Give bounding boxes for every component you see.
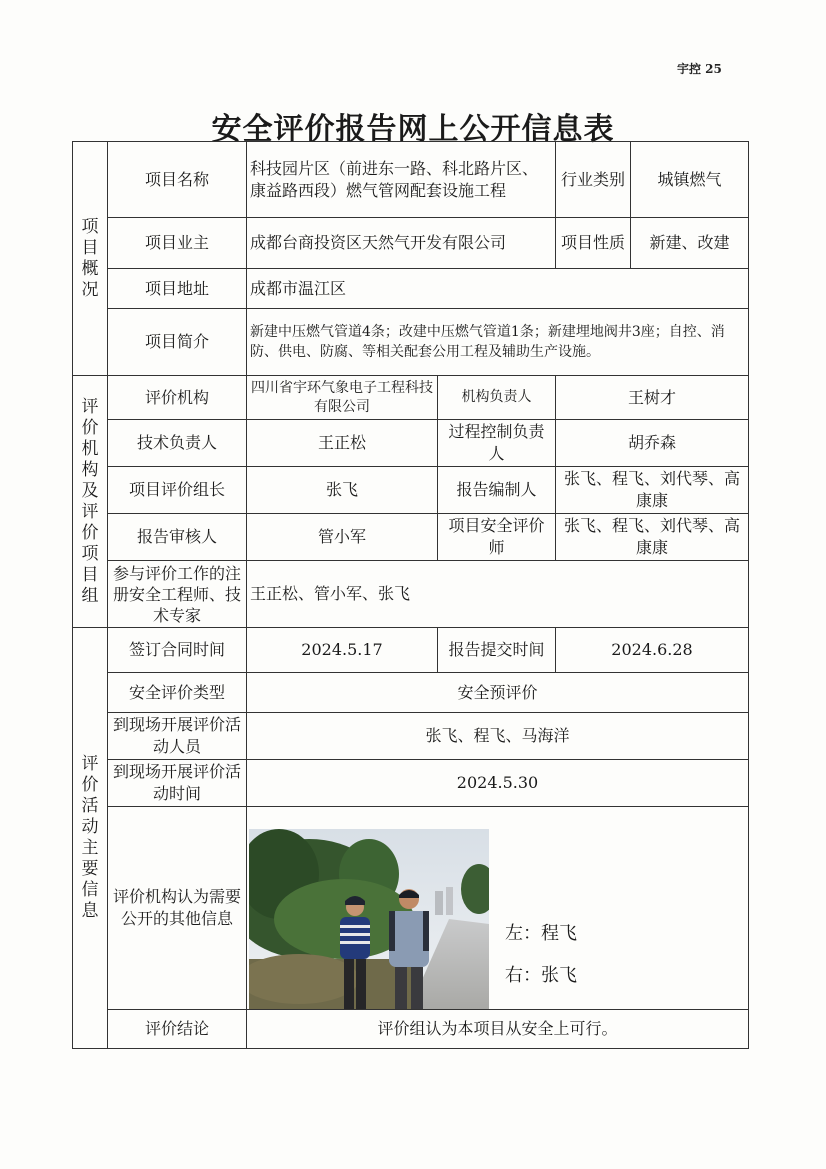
assessor-value: 张飞、程飞、刘代琴、高康康 xyxy=(556,514,749,561)
section-org-char: 价 xyxy=(81,522,99,543)
document-code: 宇控 25 xyxy=(677,62,722,76)
section-org-char: 项 xyxy=(81,543,99,564)
page-title: 安全评价报告网上公开信息表 xyxy=(211,112,615,147)
section-activity-char: 评 xyxy=(81,754,99,774)
experts-label: 参与评价工作的注册安全工程师、技术专家 xyxy=(108,561,247,628)
section-activity xyxy=(73,628,108,1049)
section-org xyxy=(73,376,108,628)
site-people-value: 张飞、程飞、马海洋 xyxy=(247,713,749,760)
section-org-char: 评 xyxy=(81,501,99,522)
head-label: 机构负责人 xyxy=(438,376,556,420)
contract-value: 2024.5.17 xyxy=(247,628,438,673)
tech-label: 技术负责人 xyxy=(108,420,247,467)
process-label: 过程控制负责人 xyxy=(438,420,556,467)
section-org-char: 评 xyxy=(81,396,99,417)
nature-value: 新建、改建 xyxy=(631,218,749,269)
address-value: 成都市温江区 xyxy=(247,269,749,309)
industry-label: 行业类别 xyxy=(556,142,631,218)
industry-value: 城镇燃气 xyxy=(631,142,749,218)
conclusion-label: 评价结论 xyxy=(108,1010,247,1049)
section-activity-char: 活 xyxy=(81,796,99,816)
writer-value: 张飞、程飞、刘代琴、高康康 xyxy=(556,467,749,514)
site-time-label: 到现场开展评价活动时间 xyxy=(108,760,247,807)
section-org-char: 组 xyxy=(81,585,99,606)
submit-value: 2024.6.28 xyxy=(556,628,749,673)
project-name-label: 项目名称 xyxy=(108,142,247,218)
section-org-char: 目 xyxy=(81,564,99,585)
section-overview-char: 况 xyxy=(81,279,99,300)
owner-label: 项目业主 xyxy=(108,218,247,269)
section-activity-char: 要 xyxy=(81,859,99,879)
section-overview xyxy=(73,142,108,376)
section-org-char: 机 xyxy=(81,438,99,459)
section-org-char: 价 xyxy=(81,417,99,438)
info-table xyxy=(72,141,749,1049)
section-overview-char: 项 xyxy=(81,216,99,237)
experts-value: 王正松、管小军、张飞 xyxy=(247,561,749,628)
section-activity-char: 息 xyxy=(81,901,99,921)
submit-label: 报告提交时间 xyxy=(438,628,556,673)
owner-value: 成都台商投资区天然气开发有限公司 xyxy=(247,218,556,269)
caption-left: 左：程飞 xyxy=(505,923,577,944)
nature-label: 项目性质 xyxy=(556,218,631,269)
section-overview-char: 目 xyxy=(81,237,99,258)
section-activity-char: 信 xyxy=(81,880,99,900)
section-org-char: 及 xyxy=(81,480,99,501)
agency-value: 四川省宇环气象电子工程科技有限公司 xyxy=(247,376,438,420)
section-overview-char: 概 xyxy=(81,258,99,279)
writer-label: 报告编制人 xyxy=(438,467,556,514)
other-info-content xyxy=(247,807,749,1010)
site-time-value: 2024.5.30 xyxy=(247,760,749,807)
project-name-value: 科技园片区（前进东一路、科北路片区、康益路西段）燃气管网配套设施工程 xyxy=(247,142,556,218)
intro-value: 新建中压燃气管道4条；改建中压燃气管道1条；新建埋地阀井3座；自控、消防、供电、防腐、等相关配套公用工程及辅助生产设施。 xyxy=(247,309,749,376)
section-org-char: 构 xyxy=(81,459,99,480)
address-label: 项目地址 xyxy=(108,269,247,309)
leader-label: 项目评价组长 xyxy=(108,467,247,514)
other-info-label: 评价机构认为需要公开的其他信息 xyxy=(108,807,247,1010)
reviewer-label: 报告审核人 xyxy=(108,514,247,561)
tech-value: 王正松 xyxy=(247,420,438,467)
reviewer-value: 管小军 xyxy=(247,514,438,561)
type-value: 安全预评价 xyxy=(247,673,749,713)
conclusion-value: 评价组认为本项目从安全上可行。 xyxy=(247,1010,749,1049)
intro-label: 项目简介 xyxy=(108,309,247,376)
site-people-label: 到现场开展评价活动人员 xyxy=(108,713,247,760)
type-label: 安全评价类型 xyxy=(108,673,247,713)
head-value: 王树才 xyxy=(556,376,749,420)
section-activity-char: 动 xyxy=(81,817,99,837)
contract-label: 签订合同时间 xyxy=(108,628,247,673)
process-value: 胡乔森 xyxy=(556,420,749,467)
agency-label: 评价机构 xyxy=(108,376,247,420)
section-activity-char: 主 xyxy=(81,838,99,858)
site-photo xyxy=(249,829,489,1009)
assessor-label: 项目安全评价师 xyxy=(438,514,556,561)
caption-right: 右：张飞 xyxy=(505,965,577,986)
section-activity-char: 价 xyxy=(81,775,99,795)
leader-value: 张飞 xyxy=(247,467,438,514)
